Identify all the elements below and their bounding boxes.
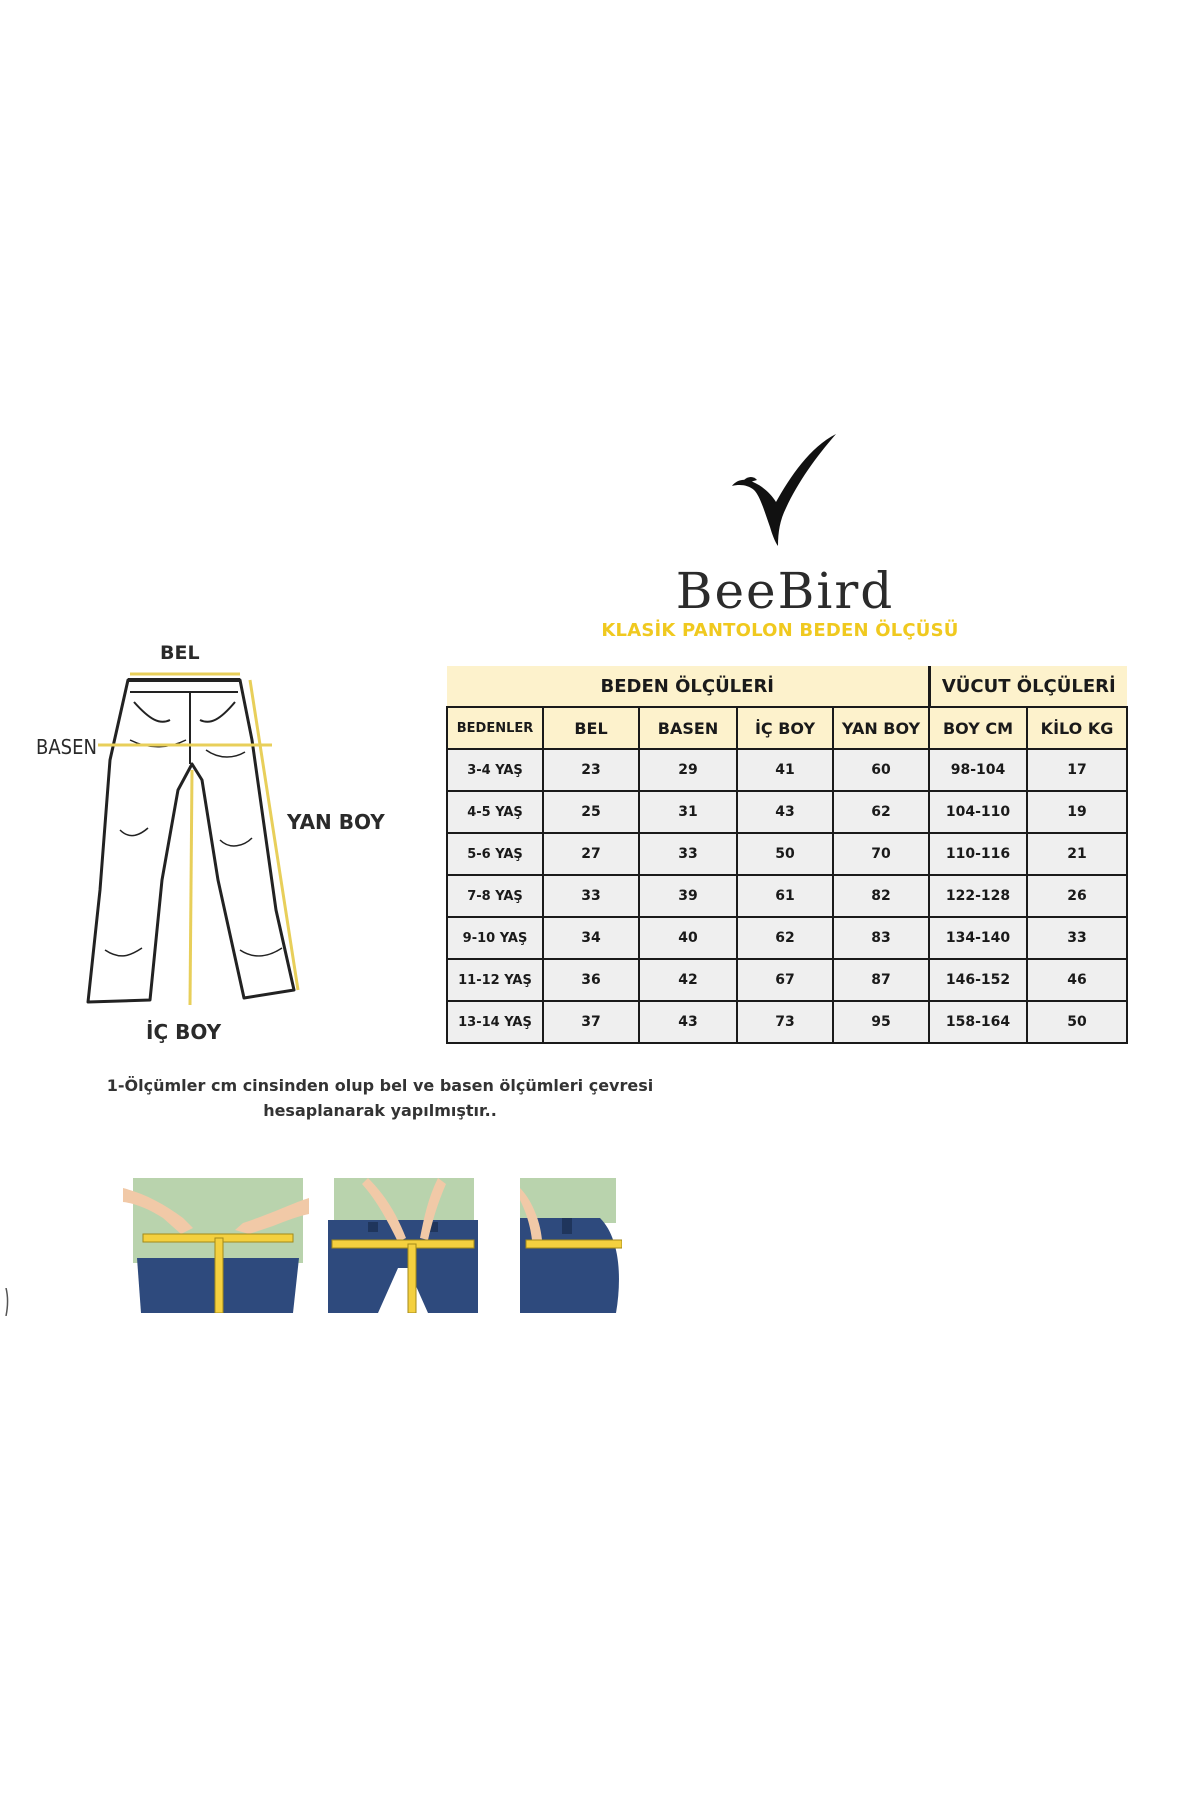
column-header: BEL	[543, 707, 639, 749]
table-cell: 25	[543, 791, 639, 833]
table-cell: 104-110	[929, 791, 1027, 833]
table-row	[447, 917, 1127, 959]
table-cell: 83	[833, 917, 929, 959]
table-cell: 134-140	[929, 917, 1027, 959]
column-header: BEDENLER	[447, 707, 543, 749]
table-row	[447, 875, 1127, 917]
table-row	[447, 791, 1127, 833]
table-cell: 39	[639, 875, 737, 917]
table-cell: 27	[543, 833, 639, 875]
table-cell: 87	[833, 959, 929, 1001]
bird-logo-icon	[730, 432, 840, 547]
table-cell: 33	[639, 833, 737, 875]
column-header: KİLO KG	[1027, 707, 1127, 749]
measurement-note	[100, 1073, 660, 1123]
table-cell: 70	[833, 833, 929, 875]
table-cell: 110-116	[929, 833, 1027, 875]
table-cell: 33	[1027, 917, 1127, 959]
table-row	[447, 833, 1127, 875]
note-line: hesaplanarak yapılmıştır..	[263, 1101, 497, 1120]
table-cell: 50	[1027, 1001, 1127, 1043]
table-cell: 17	[1027, 749, 1127, 791]
table-cell: 158-164	[929, 1001, 1027, 1043]
waist-measurement-photo	[123, 1178, 309, 1313]
column-header: YAN BOY	[833, 707, 929, 749]
table-cell: 122-128	[929, 875, 1027, 917]
size-label-cell: 3-4 YAŞ	[447, 749, 543, 791]
hip-front-measurement-photo	[328, 1178, 478, 1313]
label-yan-boy: YAN BOY	[287, 810, 385, 834]
chart-title: KLASİK PANTOLON BEDEN ÖLÇÜSÜ	[601, 620, 959, 641]
ic-boy-measure-line	[190, 770, 192, 1005]
size-label-cell: 4-5 YAŞ	[447, 791, 543, 833]
table-cell: 82	[833, 875, 929, 917]
table-cell: 21	[1027, 833, 1127, 875]
size-label-cell: 13-14 YAŞ	[447, 1001, 543, 1043]
size-label-cell: 11-12 YAŞ	[447, 959, 543, 1001]
table-cell: 73	[737, 1001, 833, 1043]
table-cell: 95	[833, 1001, 929, 1043]
table-cell: 61	[737, 875, 833, 917]
group-header-body-measures: VÜCUT ÖLÇÜLERİ	[929, 666, 1127, 707]
label-ic-boy: İÇ BOY	[146, 1020, 222, 1044]
size-table	[446, 666, 1128, 1044]
edge-mark-icon	[0, 1288, 14, 1316]
table-cell: 98-104	[929, 749, 1027, 791]
table-cell: 43	[639, 1001, 737, 1043]
table-row	[447, 1001, 1127, 1043]
table-cell: 37	[543, 1001, 639, 1043]
table-cell: 62	[737, 917, 833, 959]
table-row	[447, 959, 1127, 1001]
column-header: BASEN	[639, 707, 737, 749]
table-cell: 60	[833, 749, 929, 791]
table-cell: 23	[543, 749, 639, 791]
table-row	[447, 749, 1127, 791]
group-header-body-sizes: BEDEN ÖLÇÜLERİ	[447, 666, 929, 707]
table-cell: 42	[639, 959, 737, 1001]
label-basen: BASEN	[36, 735, 97, 759]
size-label-cell: 9-10 YAŞ	[447, 917, 543, 959]
table-cell: 34	[543, 917, 639, 959]
table-cell: 31	[639, 791, 737, 833]
table-cell: 36	[543, 959, 639, 1001]
table-cell: 50	[737, 833, 833, 875]
note-line: 1-Ölçümler cm cinsinden olup bel ve basen ölçümleri çevresi	[106, 1076, 654, 1095]
brand-name: BeeBird	[675, 562, 895, 620]
pants-diagram	[30, 630, 430, 1050]
table-cell: 41	[737, 749, 833, 791]
yan-boy-measure-line	[250, 680, 298, 990]
table-cell: 19	[1027, 791, 1127, 833]
column-header: BOY CM	[929, 707, 1027, 749]
table-header-row	[447, 707, 1127, 749]
table-cell: 26	[1027, 875, 1127, 917]
label-bel: BEL	[160, 642, 200, 664]
table-cell: 146-152	[929, 959, 1027, 1001]
table-cell: 46	[1027, 959, 1127, 1001]
table-group-header-row	[447, 666, 1127, 707]
table-cell: 62	[833, 791, 929, 833]
table-cell: 67	[737, 959, 833, 1001]
size-label-cell: 5-6 YAŞ	[447, 833, 543, 875]
hip-side-measurement-photo	[520, 1178, 622, 1313]
table-cell: 40	[639, 917, 737, 959]
table-cell: 33	[543, 875, 639, 917]
column-header: İÇ BOY	[737, 707, 833, 749]
table-cell: 29	[639, 749, 737, 791]
table-cell: 43	[737, 791, 833, 833]
size-label-cell: 7-8 YAŞ	[447, 875, 543, 917]
